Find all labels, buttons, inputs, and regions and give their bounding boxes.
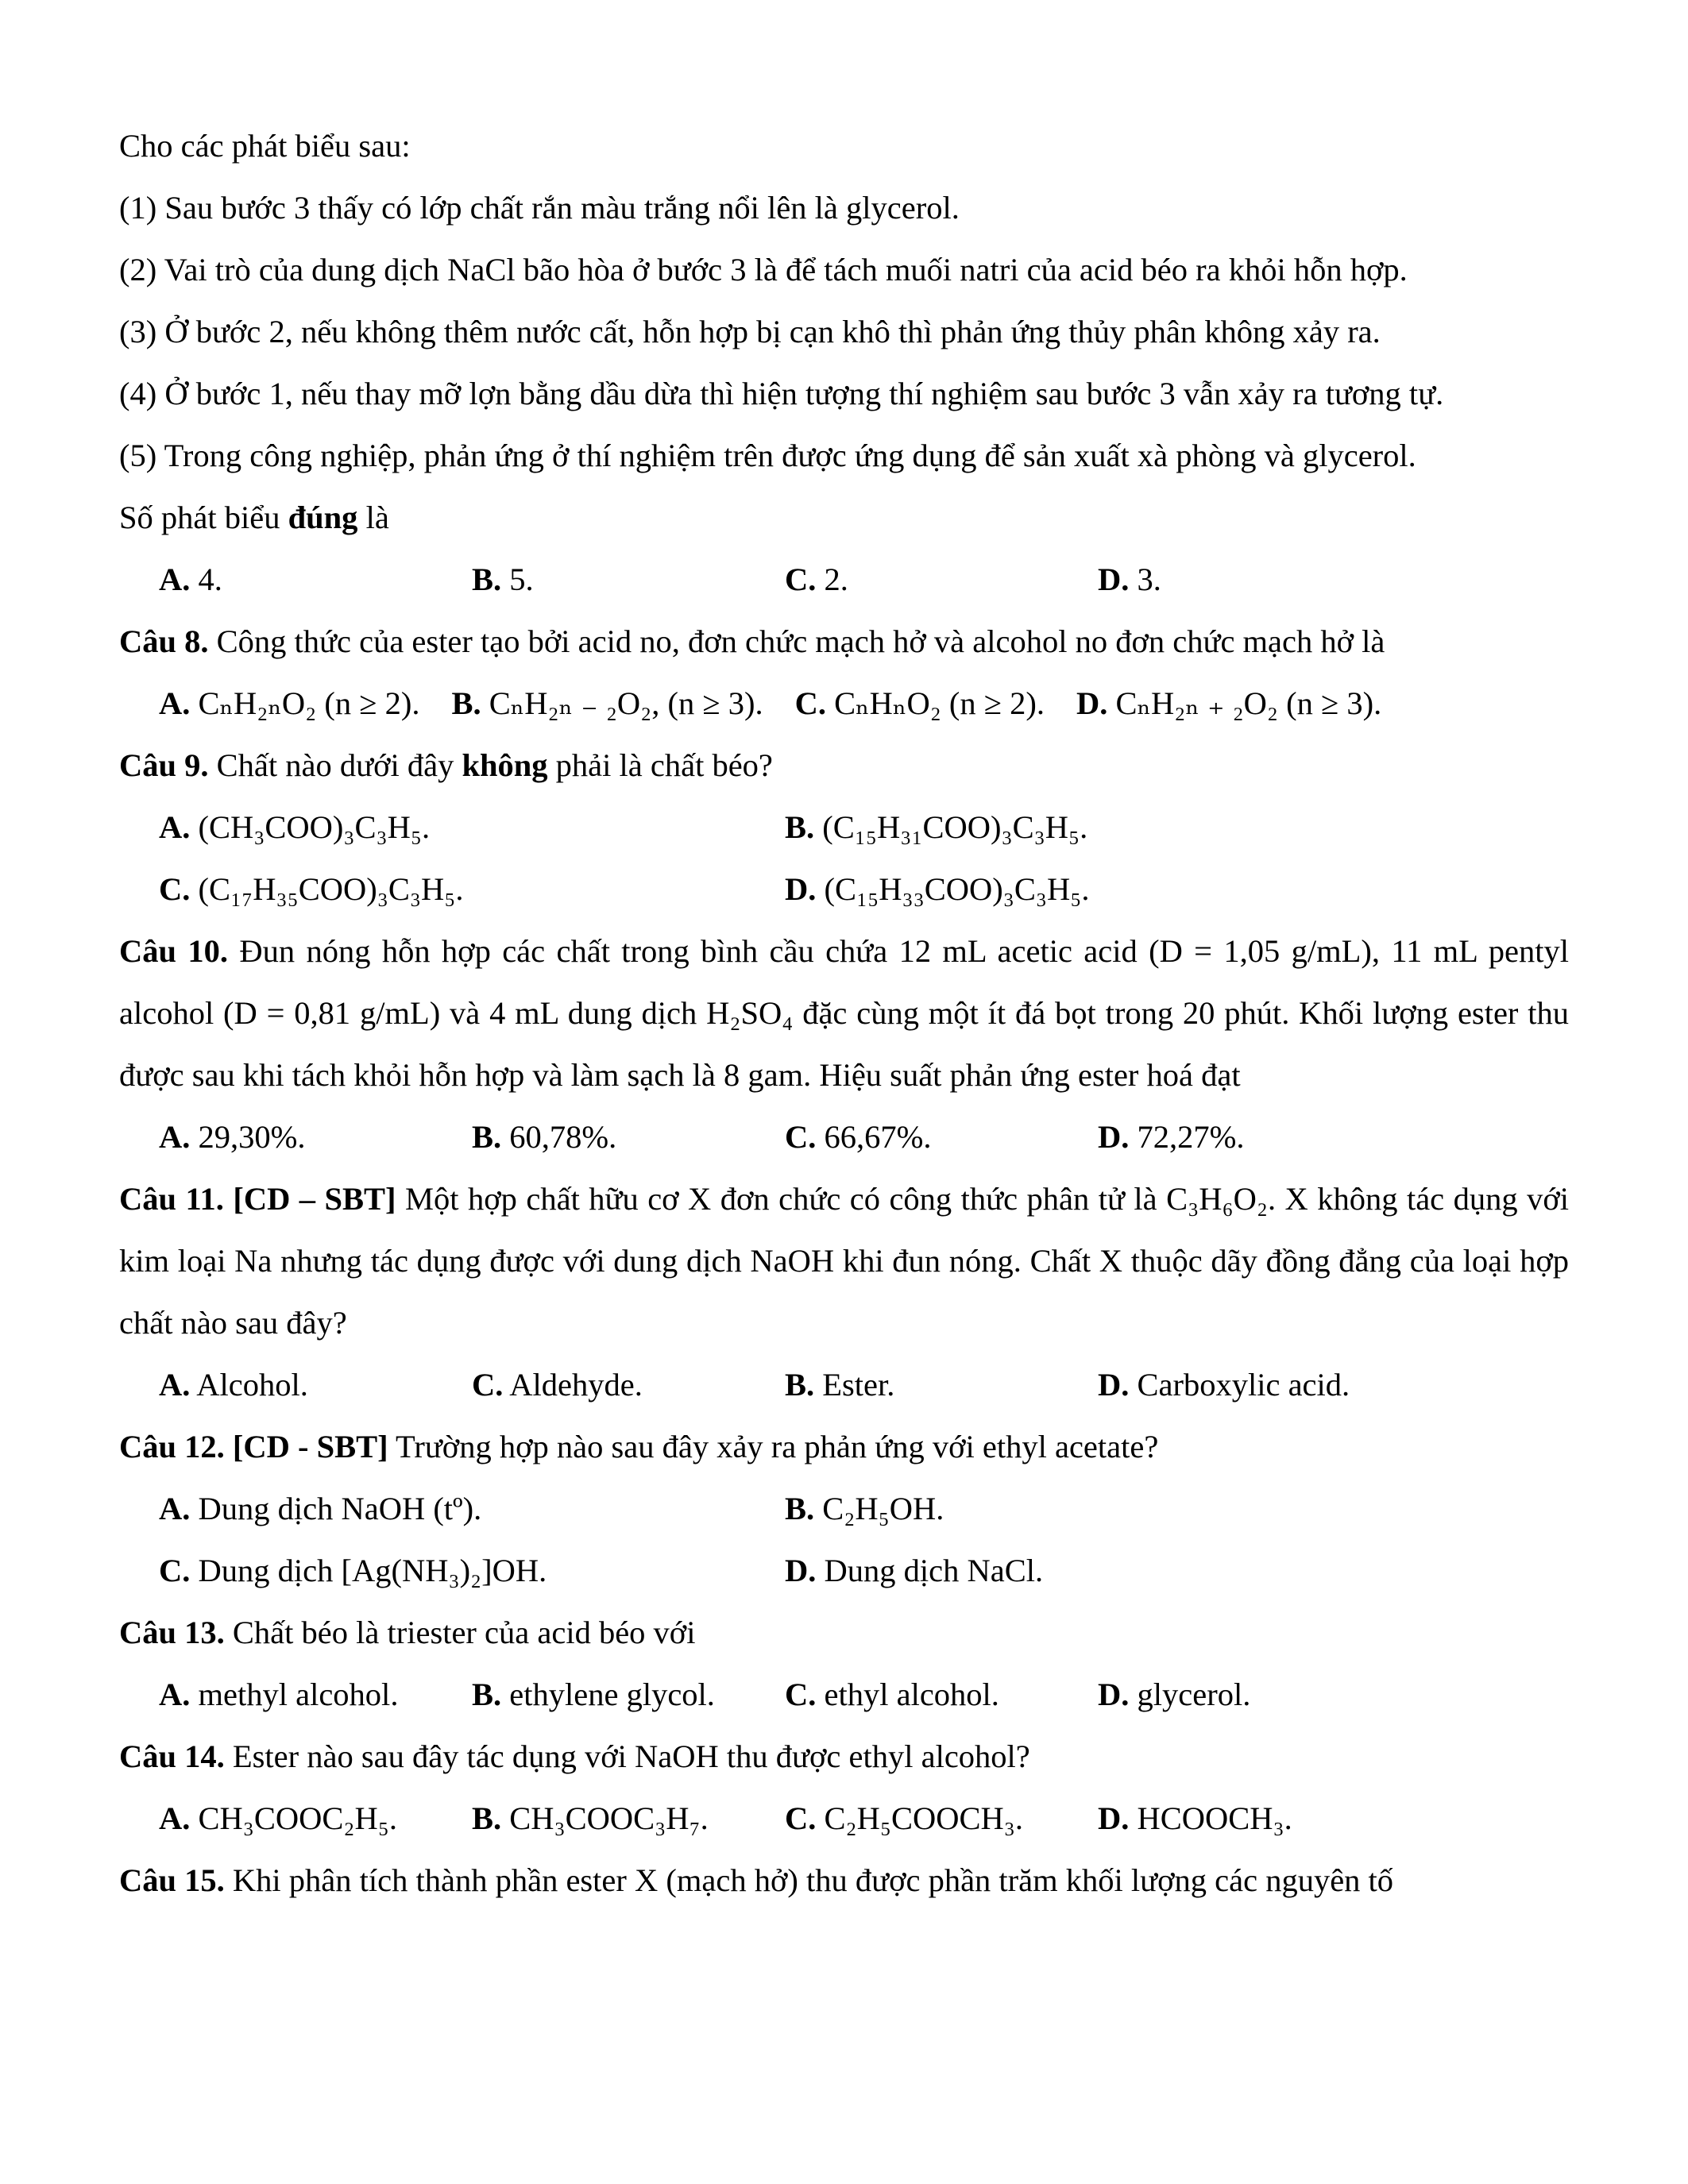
option-text: CₙH₂ₙ ₋ ₂O₂, (n ≥ 3).: [481, 685, 763, 721]
question-12: [119, 1416, 1569, 1478]
option-letter: A.: [159, 1119, 191, 1155]
q11-option-a[interactable]: [159, 1354, 472, 1416]
q14-option-d[interactable]: [1098, 1788, 1411, 1850]
option-text: 60,78%.: [501, 1119, 617, 1155]
question-number: Câu 10.: [119, 933, 229, 969]
option-letter: A.: [159, 1677, 191, 1712]
q13-option-a[interactable]: [159, 1664, 472, 1726]
option-text: Alcohol.: [190, 1367, 308, 1403]
q10-option-a[interactable]: [159, 1106, 472, 1168]
question-text: Khi phân tích thành phần ester X (mạch hở) thu được phần trăm khối lượng các nguyên tố: [224, 1862, 1394, 1898]
option-letter: D.: [1098, 561, 1130, 597]
statement-5: (5) Trong công nghiệp, phản ứng ở thí nghiệm trên được ứng dụng để sản xuất xà phòng và glycerol.: [119, 438, 1416, 473]
q14-options: [119, 1788, 1569, 1850]
q9-option-c[interactable]: [159, 859, 785, 920]
question-number: Câu 13.: [119, 1615, 225, 1650]
question-text: Công thức của ester tạo bởi acid no, đơn chức mạch hở và alcohol no đơn chức mạch hở là: [208, 623, 1385, 659]
q8-option-d[interactable]: [1076, 673, 1381, 735]
q13-options: [119, 1664, 1569, 1726]
option-letter: B.: [451, 685, 481, 721]
q9-options-row-2: [119, 859, 1569, 920]
option-text: (C₁₅H₃₁COO)₃C₃H₅.: [814, 809, 1088, 845]
option-letter: A.: [159, 561, 191, 597]
intro-question: [119, 487, 1569, 549]
option-letter: D.: [785, 871, 817, 907]
q10-option-b[interactable]: [472, 1106, 785, 1168]
intro-options: [119, 549, 1569, 611]
q12-option-d[interactable]: [785, 1540, 1411, 1602]
option-letter: B.: [785, 809, 815, 845]
option-text: 2.: [816, 561, 848, 597]
option-text: 4.: [190, 561, 222, 597]
q11-option-d[interactable]: [1098, 1354, 1411, 1416]
q14-option-b[interactable]: [472, 1788, 785, 1850]
option-letter: A.: [159, 809, 191, 845]
q14-option-a[interactable]: [159, 1788, 472, 1850]
question-text-after: phải là chất béo?: [547, 747, 773, 783]
option-text: CH₃COOC₂H₅.: [190, 1800, 398, 1836]
option-text: ethyl alcohol.: [816, 1677, 999, 1712]
option-text: Dung dịch [Ag(NH₃)₂]OH.: [190, 1553, 547, 1588]
question-9: [119, 735, 1569, 797]
q9-option-a[interactable]: [159, 797, 785, 859]
question-8: [119, 611, 1569, 673]
option-letter: C.: [785, 1800, 817, 1836]
q11-option-b[interactable]: [785, 1354, 1098, 1416]
q12-option-c[interactable]: [159, 1540, 785, 1602]
option-letter: A.: [159, 1491, 191, 1526]
intro-question-bold: đúng: [288, 500, 358, 535]
option-letter: B.: [472, 1677, 502, 1712]
q12-option-a[interactable]: [159, 1478, 785, 1540]
intro-option-b[interactable]: [472, 549, 785, 611]
q12-option-b[interactable]: [785, 1478, 1411, 1540]
option-letter: C.: [785, 1677, 817, 1712]
option-letter: A.: [159, 1800, 191, 1836]
question-text: Chất béo là triester của acid béo với: [224, 1615, 696, 1650]
option-text: Dung dịch NaOH (tº).: [190, 1491, 482, 1526]
option-text: Dung dịch NaCl.: [816, 1553, 1044, 1588]
option-text: CₙH₂ₙ ₊ ₂O₂ (n ≥ 3).: [1107, 685, 1382, 721]
q13-option-c[interactable]: [785, 1664, 1098, 1726]
option-letter: C.: [159, 871, 191, 907]
question-text: Đun nóng hỗn hợp các chất trong bình cầu chứa 12 mL acetic acid (D = 1,05 g/mL), 11 mL pentyl alcohol (D = 0,81 g/mL) và 4 mL dung dịch H₂SO₄ đặc cùng một ít đá bọt trong 20 phút. Khối lượng ester thu được sau khi tách khỏi hỗn hợp và làm sạch là 8 gam. Hiệu suất phản ứng ester hoá đạt: [119, 933, 1569, 1093]
option-text: 72,27%.: [1129, 1119, 1245, 1155]
q9-options-row-1: [119, 797, 1569, 859]
q11-option-c[interactable]: [472, 1354, 785, 1416]
statement-3: (3) Ở bước 2, nếu không thêm nước cất, hỗn hợp bị cạn khô thì phản ứng thủy phân không xảy ra.: [119, 314, 1381, 349]
question-11: [119, 1168, 1569, 1354]
option-text: (C₁₇H₃₅COO)₃C₃H₅.: [190, 871, 464, 907]
intro-option-d[interactable]: [1098, 549, 1411, 611]
statement-1: (1) Sau bước 3 thấy có lớp chất rắn màu trắng nổi lên là glycerol.: [119, 190, 960, 226]
option-text: CₙHₙO₂ (n ≥ 2).: [826, 685, 1045, 721]
statement-2: (2) Vai trò của dung dịch NaCl bão hòa ở bước 3 là để tách muối natri của acid béo ra khỏi hỗn hợp.: [119, 252, 1408, 287]
q10-option-c[interactable]: [785, 1106, 1098, 1168]
question-text: Trường hợp nào sau đây xảy ra phản ứng với ethyl acetate?: [388, 1429, 1159, 1464]
option-letter: A.: [159, 1367, 191, 1403]
intro-option-c[interactable]: [785, 549, 1098, 611]
intro-question-after: là: [357, 500, 389, 535]
option-letter: B.: [472, 1800, 502, 1836]
option-letter: D.: [1098, 1367, 1130, 1403]
q13-option-b[interactable]: [472, 1664, 785, 1726]
option-text: ethylene glycol.: [501, 1677, 715, 1712]
q14-option-c[interactable]: [785, 1788, 1098, 1850]
question-number: Câu 12. [CD - SBT]: [119, 1429, 388, 1464]
question-text: Một hợp chất hữu cơ X đơn chức có công thức phân tử là C₃H₆O₂. X không tác dụng với kim loại Na nhưng tác dụng được với dung dịch NaOH khi đun nóng. Chất X thuộc dãy đồng đẳng của loại hợp chất nào sau đây?: [119, 1181, 1569, 1341]
option-letter: C.: [794, 685, 827, 721]
q8-option-c[interactable]: [795, 673, 1045, 735]
q12-options-row-1: [119, 1478, 1569, 1540]
question-10: [119, 920, 1569, 1106]
q9-option-d[interactable]: [785, 859, 1411, 920]
option-text: (C₁₅H₃₃COO)₃C₃H₅.: [816, 871, 1090, 907]
option-letter: D.: [1098, 1677, 1130, 1712]
option-text: (CH₃COO)₃C₃H₅.: [190, 809, 431, 845]
option-text: 3.: [1129, 561, 1161, 597]
question-number: Câu 8.: [119, 623, 209, 659]
option-text: Aldehyde.: [503, 1367, 643, 1403]
q12-options-row-2: [119, 1540, 1569, 1602]
option-letter: C.: [785, 1119, 817, 1155]
intro-question-before: Số phát biểu: [119, 500, 288, 535]
q8-option-b[interactable]: [452, 673, 763, 735]
option-text: CₙH₂ₙO₂ (n ≥ 2).: [190, 685, 420, 721]
question-text-bold: không: [462, 747, 548, 783]
question-13: [119, 1602, 1569, 1664]
question-number: Câu 14.: [119, 1738, 225, 1774]
option-text: CH₃COOC₃H₇.: [501, 1800, 709, 1836]
question-15: [119, 1850, 1569, 1912]
option-letter: C.: [472, 1367, 504, 1403]
option-letter: B.: [472, 1119, 502, 1155]
option-letter: D.: [1098, 1800, 1130, 1836]
option-letter: D.: [785, 1553, 817, 1588]
question-number: Câu 9.: [119, 747, 209, 783]
option-text: glycerol.: [1129, 1677, 1251, 1712]
question-number: Câu 11. [CD – SBT]: [119, 1181, 396, 1217]
question-number: Câu 15.: [119, 1862, 225, 1898]
q13-option-d[interactable]: [1098, 1664, 1411, 1726]
option-letter: B.: [785, 1367, 815, 1403]
option-text: 66,67%.: [816, 1119, 932, 1155]
q8-options: [119, 673, 1569, 735]
option-letter: B.: [472, 561, 502, 597]
option-letter: C.: [159, 1553, 191, 1588]
option-text: 29,30%.: [190, 1119, 306, 1155]
option-text: 5.: [501, 561, 534, 597]
q10-options: [119, 1106, 1569, 1168]
q9-option-b[interactable]: [785, 797, 1411, 859]
option-letter: D.: [1098, 1119, 1130, 1155]
intro-option-a[interactable]: [159, 549, 472, 611]
q10-option-d[interactable]: [1098, 1106, 1411, 1168]
question-text: Ester nào sau đây tác dụng với NaOH thu được ethyl alcohol?: [224, 1738, 1030, 1774]
option-letter: B.: [785, 1491, 815, 1526]
option-letter: A.: [159, 685, 191, 721]
option-text: C₂H₅COOCH₃.: [816, 1800, 1024, 1836]
q11-options: [119, 1354, 1569, 1416]
q8-option-a[interactable]: [159, 673, 420, 735]
option-text: Carboxylic acid.: [1129, 1367, 1350, 1403]
option-text: methyl alcohol.: [190, 1677, 399, 1712]
option-letter: C.: [785, 561, 817, 597]
intro-lead: Cho các phát biểu sau:: [119, 128, 411, 164]
option-letter: D.: [1076, 685, 1108, 721]
option-text: C₂H₅OH.: [814, 1491, 944, 1526]
statement-4: (4) Ở bước 1, nếu thay mỡ lợn bằng dầu dừa thì hiện tượng thí nghiệm sau bước 3 vẫn xảy ra tương tự.: [119, 376, 1444, 411]
question-text-before: Chất nào dưới đây: [208, 747, 462, 783]
option-text: Ester.: [814, 1367, 895, 1403]
question-14: [119, 1726, 1569, 1788]
option-text: HCOOCH₃.: [1129, 1800, 1292, 1836]
